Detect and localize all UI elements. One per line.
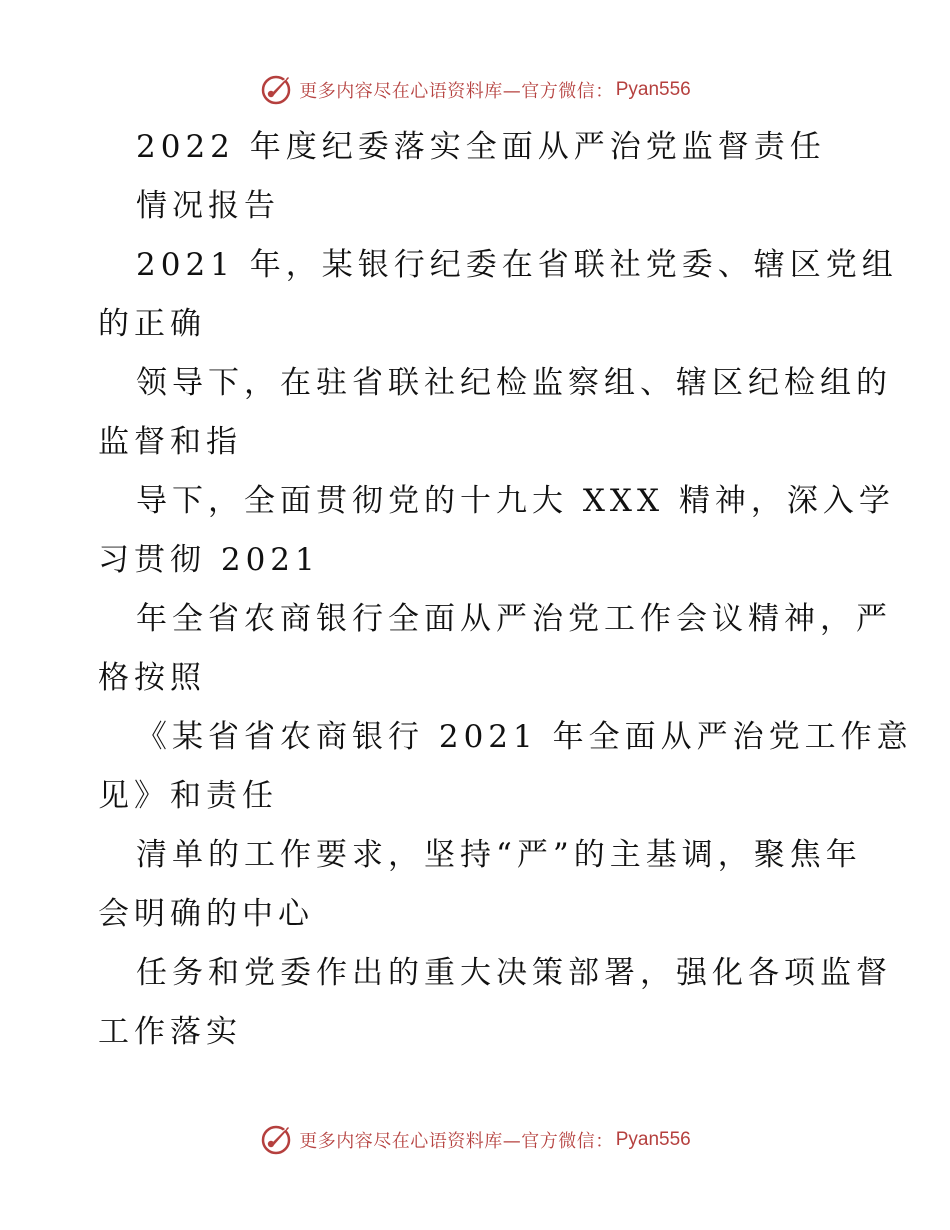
paragraph-line: 会明确的中心: [98, 896, 314, 932]
banner-text: 更多内容尽在心语资料库—官方微信：: [299, 81, 614, 102]
paragraph-line: 习贯彻 2021: [98, 542, 320, 578]
wechat-id: Pyan556: [615, 1129, 691, 1150]
paragraph-line: 2021 年，某银行纪委在省联社党委、辖区党组: [136, 247, 898, 283]
title-line-2: 情况报告: [136, 188, 280, 224]
paragraph-line: 格按照: [98, 660, 206, 696]
quill-pen-circle-icon: [259, 1123, 293, 1157]
paragraph-line: 导下，全面贯彻党的十九大 XXX 精神，深入学: [136, 483, 895, 519]
title-line-1: 2022 年度纪委落实全面从严治党监督责任: [136, 129, 826, 165]
banner-text: 更多内容尽在心语资料库—官方微信：: [299, 1131, 614, 1152]
paragraph-line: 清单的工作要求，坚持“严”的主基调，聚焦年: [136, 837, 862, 873]
wechat-id: Pyan556: [615, 79, 691, 100]
paragraph-line: 任务和党委作出的重大决策部署，强化各项监督: [136, 955, 892, 991]
document-body: [98, 118, 913, 1062]
paragraph-line: 工作落实: [98, 1014, 242, 1050]
paragraph-line: 监督和指: [98, 424, 242, 460]
header-banner: [0, 70, 950, 110]
paragraph-line: 领导下，在驻省联社纪检监察组、辖区纪检组的: [136, 365, 892, 401]
paragraph-line: 年全省农商银行全面从严治党工作会议精神，严: [136, 601, 892, 637]
paragraph-line: 的正确: [98, 306, 206, 342]
paragraph-line: 《某省省农商银行 2021 年全面从严治党工作意: [136, 719, 913, 755]
paragraph-line: 见》和责任: [98, 778, 278, 814]
footer-banner: [0, 1120, 950, 1160]
quill-pen-circle-icon: [259, 73, 293, 107]
